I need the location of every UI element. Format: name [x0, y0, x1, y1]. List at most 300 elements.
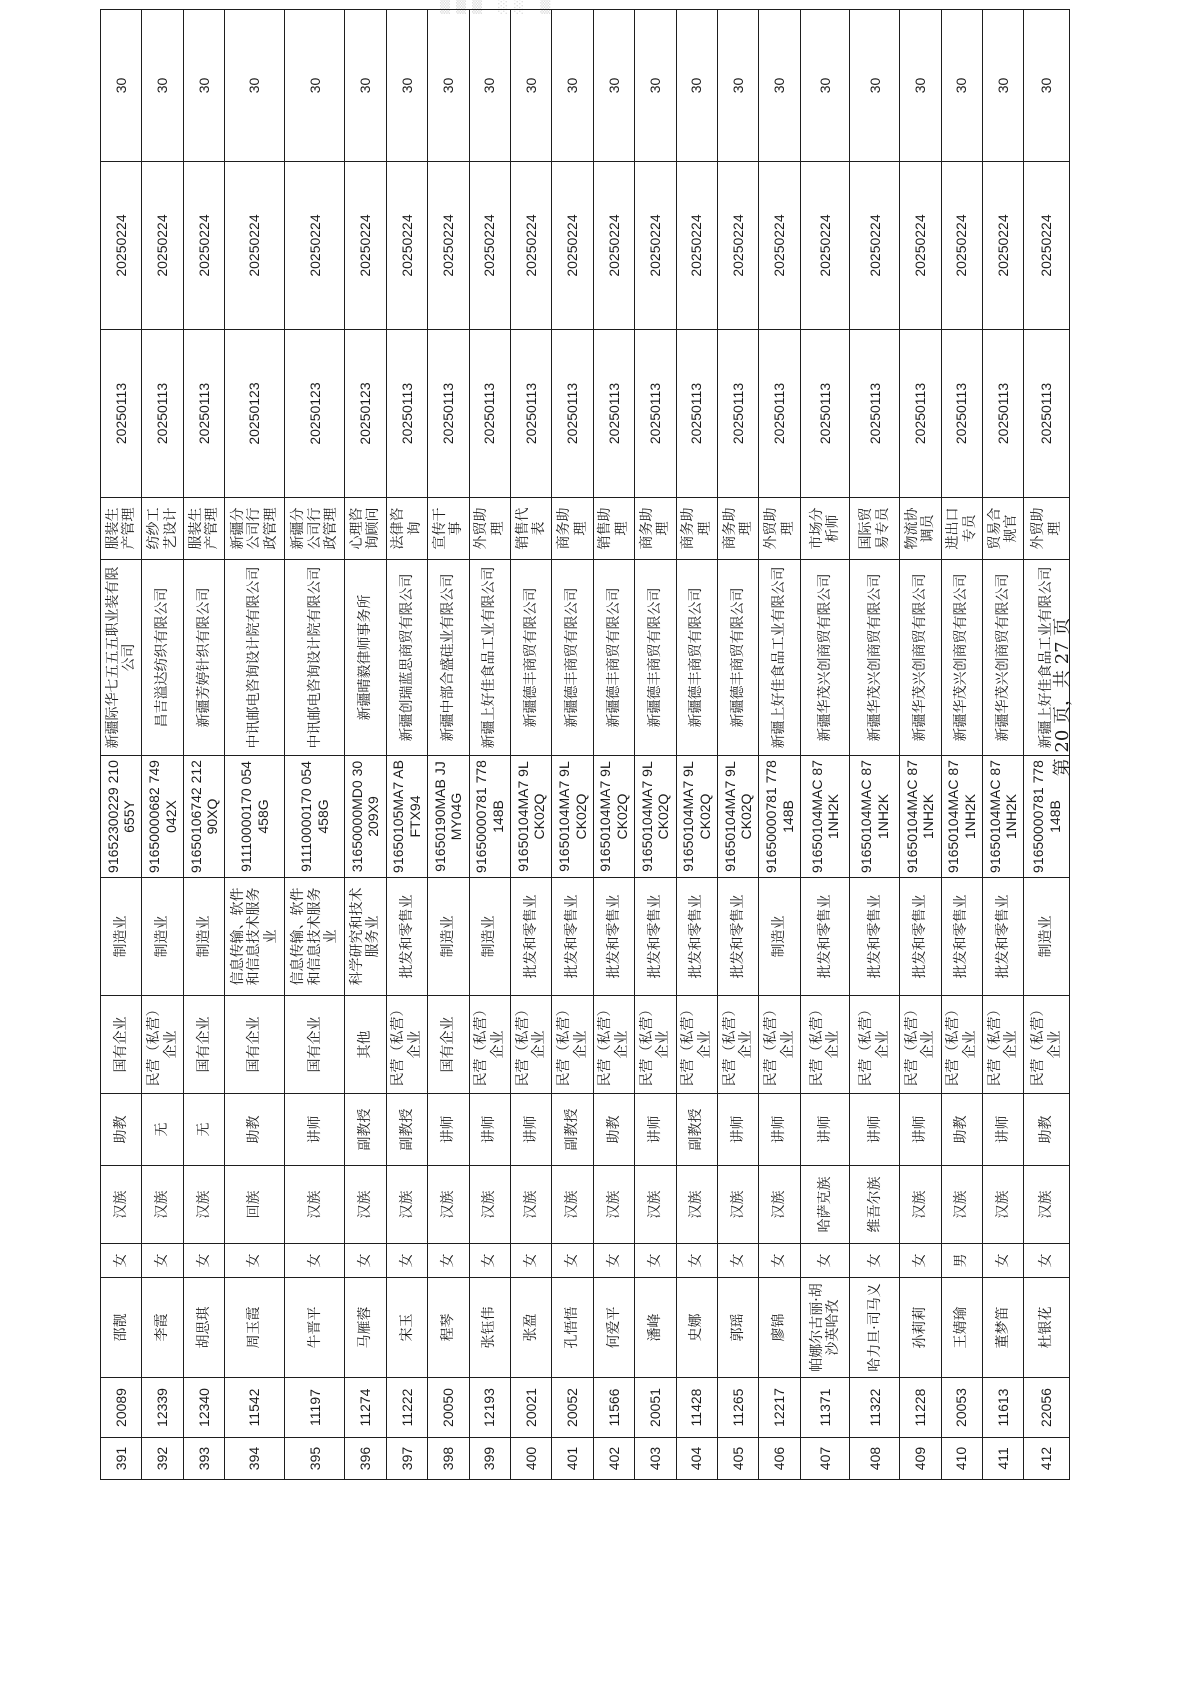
- gender-cell: 女: [469, 1244, 510, 1278]
- ethnicity-cell: 汉族: [593, 1166, 634, 1244]
- academic-title-cell: 讲师: [982, 1094, 1023, 1166]
- end-date-cell: 20250224: [593, 162, 634, 330]
- table-row: [941, 10, 982, 1480]
- row-number-cell: 399: [469, 1438, 510, 1480]
- gender-cell: 女: [101, 1244, 142, 1278]
- start-date-cell: 20250113: [552, 330, 593, 498]
- table-row: [593, 10, 634, 1480]
- ownership-type-cell: 国有企业: [225, 996, 285, 1094]
- industry-cell: 批发和零售业: [800, 878, 850, 996]
- start-date-cell: 20250113: [900, 330, 941, 498]
- ethnicity-cell: 回族: [225, 1166, 285, 1244]
- table-row: [800, 10, 850, 1480]
- ethnicity-cell: 汉族: [510, 1166, 551, 1244]
- company-name-cell: 新疆晴毅律师事务所: [345, 560, 386, 756]
- start-date-cell: 20250113: [635, 330, 676, 498]
- gender-cell: 女: [552, 1244, 593, 1278]
- academic-title-cell: 助教: [101, 1094, 142, 1166]
- industry-cell: 信息传输、软件和信息技术服务业: [285, 878, 345, 996]
- days-cell: 30: [593, 10, 634, 162]
- staff-id-cell: 11371: [800, 1378, 850, 1438]
- academic-title-cell: 讲师: [428, 1094, 469, 1166]
- days-cell: 30: [676, 10, 717, 162]
- ownership-type-cell: 民营（私营）企业: [982, 996, 1023, 1094]
- credit-code-cell: 91650104MAC 871NH2K: [941, 756, 982, 878]
- start-date-cell: 20250113: [510, 330, 551, 498]
- position-cell: 宣传干事: [428, 498, 469, 560]
- table-row: [900, 10, 941, 1480]
- industry-cell: 制造业: [469, 878, 510, 996]
- company-name-cell: 新疆华茂兴创商贸有限公司: [941, 560, 982, 756]
- ethnicity-cell: 汉族: [900, 1166, 941, 1244]
- person-name-cell: 张钰伟: [469, 1278, 510, 1378]
- credit-code-cell: 91650104MAC 871NH2K: [982, 756, 1023, 878]
- person-name-cell: 郭瑶: [717, 1278, 758, 1378]
- ethnicity-cell: 汉族: [717, 1166, 758, 1244]
- table-row: [142, 10, 183, 1480]
- start-date-cell: 20250113: [142, 330, 183, 498]
- start-date-cell: 20250123: [285, 330, 345, 498]
- table-row: [717, 10, 758, 1480]
- gender-cell: 男: [941, 1244, 982, 1278]
- start-date-cell: 20250113: [800, 330, 850, 498]
- academic-title-cell: 讲师: [800, 1094, 850, 1166]
- end-date-cell: 20250224: [635, 162, 676, 330]
- ethnicity-cell: 汉族: [345, 1166, 386, 1244]
- person-name-cell: 帕娜尔古丽·胡沙英哈孜: [800, 1278, 850, 1378]
- staff-id-cell: 11222: [386, 1378, 427, 1438]
- row-number-cell: 409: [900, 1438, 941, 1480]
- table-row: [635, 10, 676, 1480]
- gender-cell: 女: [510, 1244, 551, 1278]
- industry-cell: 批发和零售业: [850, 878, 900, 996]
- person-name-cell: 程琴: [428, 1278, 469, 1378]
- credit-code-cell: 91650104MAC 871NH2K: [800, 756, 850, 878]
- company-name-cell: 昌吉溢达纺织有限公司: [142, 560, 183, 756]
- start-date-cell: 20250113: [469, 330, 510, 498]
- ownership-type-cell: 民营（私营）企业: [800, 996, 850, 1094]
- industry-cell: 批发和零售业: [676, 878, 717, 996]
- ethnicity-cell: 汉族: [552, 1166, 593, 1244]
- credit-code-cell: 91110000170 054458G: [225, 756, 285, 878]
- row-number-cell: 397: [386, 1438, 427, 1480]
- industry-cell: 批发和零售业: [510, 878, 551, 996]
- credit-code-cell: 91650104MA7 9LCK02Q: [676, 756, 717, 878]
- row-number-cell: 407: [800, 1438, 850, 1480]
- ownership-type-cell: 其他: [345, 996, 386, 1094]
- industry-cell: 制造业: [428, 878, 469, 996]
- end-date-cell: 20250224: [285, 162, 345, 330]
- position-cell: 商务助理: [552, 498, 593, 560]
- ethnicity-cell: 汉族: [982, 1166, 1023, 1244]
- company-name-cell: 新疆德丰商贸有限公司: [510, 560, 551, 756]
- academic-title-cell: 无: [183, 1094, 224, 1166]
- company-name-cell: 新疆德丰商贸有限公司: [717, 560, 758, 756]
- company-name-cell: 新疆华茂兴创商贸有限公司: [900, 560, 941, 756]
- gender-cell: 女: [635, 1244, 676, 1278]
- rotated-table-wrapper: [100, 77, 1070, 1480]
- person-name-cell: 王婧瑜: [941, 1278, 982, 1378]
- start-date-cell: 20250123: [225, 330, 285, 498]
- ethnicity-cell: 汉族: [469, 1166, 510, 1244]
- start-date-cell: 20250113: [428, 330, 469, 498]
- staff-id-cell: 11274: [345, 1378, 386, 1438]
- academic-title-cell: 无: [142, 1094, 183, 1166]
- credit-code-cell: 91110000170 054458G: [285, 756, 345, 878]
- gender-cell: 女: [800, 1244, 850, 1278]
- table-row: [101, 10, 142, 1480]
- end-date-cell: 20250224: [428, 162, 469, 330]
- end-date-cell: 20250224: [510, 162, 551, 330]
- industry-cell: 批发和零售业: [552, 878, 593, 996]
- staff-id-cell: 11322: [850, 1378, 900, 1438]
- position-cell: 商务助理: [635, 498, 676, 560]
- row-number-cell: 412: [1024, 1438, 1070, 1480]
- person-name-cell: 胡思琪: [183, 1278, 224, 1378]
- end-date-cell: 20250224: [850, 162, 900, 330]
- staff-id-cell: 11542: [225, 1378, 285, 1438]
- end-date-cell: 20250224: [142, 162, 183, 330]
- academic-title-cell: 讲师: [850, 1094, 900, 1166]
- row-number-cell: 408: [850, 1438, 900, 1480]
- days-cell: 30: [635, 10, 676, 162]
- position-cell: 新疆分公司行政管理: [225, 498, 285, 560]
- company-name-cell: 新疆华茂兴创商贸有限公司: [982, 560, 1023, 756]
- academic-title-cell: 讲师: [717, 1094, 758, 1166]
- ethnicity-cell: 汉族: [941, 1166, 982, 1244]
- person-name-cell: 李霞: [142, 1278, 183, 1378]
- position-cell: 商务助理: [676, 498, 717, 560]
- days-cell: 30: [101, 10, 142, 162]
- academic-title-cell: 讲师: [469, 1094, 510, 1166]
- person-name-cell: 邵靓: [101, 1278, 142, 1378]
- gender-cell: 女: [717, 1244, 758, 1278]
- table-row: [183, 10, 224, 1480]
- company-name-cell: 新疆上好佳食品工业有限公司: [1024, 560, 1070, 756]
- ethnicity-cell: 汉族: [183, 1166, 224, 1244]
- industry-cell: 批发和零售业: [386, 878, 427, 996]
- end-date-cell: 20250224: [717, 162, 758, 330]
- table-row: [552, 10, 593, 1480]
- scan-bleed-mark: ▒▒▒ ░░ ▒: [440, 0, 557, 15]
- end-date-cell: 20250224: [101, 162, 142, 330]
- gender-cell: 女: [225, 1244, 285, 1278]
- person-name-cell: 潘峰: [635, 1278, 676, 1378]
- gender-cell: 女: [285, 1244, 345, 1278]
- row-number-cell: 400: [510, 1438, 551, 1480]
- company-name-cell: 新疆中部合盛硅业有限公司: [428, 560, 469, 756]
- end-date-cell: 20250224: [900, 162, 941, 330]
- company-name-cell: 新疆德丰商贸有限公司: [635, 560, 676, 756]
- person-name-cell: 董梦笛: [982, 1278, 1023, 1378]
- credit-code-cell: 91652300229 210655Y: [101, 756, 142, 878]
- staff-id-cell: 11197: [285, 1378, 345, 1438]
- start-date-cell: 20250113: [676, 330, 717, 498]
- days-cell: 30: [510, 10, 551, 162]
- credit-code-cell: 91650104MA7 9LCK02Q: [717, 756, 758, 878]
- row-number-cell: 396: [345, 1438, 386, 1480]
- days-cell: 30: [941, 10, 982, 162]
- table-row: [469, 10, 510, 1480]
- ethnicity-cell: 汉族: [285, 1166, 345, 1244]
- end-date-cell: 20250224: [225, 162, 285, 330]
- credit-code-cell: 91650104MA7 9LCK02Q: [593, 756, 634, 878]
- credit-code-cell: 91650000781 778148B: [469, 756, 510, 878]
- credit-code-cell: 91650104MAC 871NH2K: [850, 756, 900, 878]
- end-date-cell: 20250224: [1024, 162, 1070, 330]
- gender-cell: 女: [142, 1244, 183, 1278]
- ownership-type-cell: 国有企业: [101, 996, 142, 1094]
- table-row: [225, 10, 285, 1480]
- ownership-type-cell: 民营（私营）企业: [510, 996, 551, 1094]
- person-name-cell: 何爱平: [593, 1278, 634, 1378]
- staff-id-cell: 20021: [510, 1378, 551, 1438]
- company-name-cell: 中讯邮电咨询设计院有限公司: [225, 560, 285, 756]
- ethnicity-cell: 汉族: [101, 1166, 142, 1244]
- company-name-cell: 新疆德丰商贸有限公司: [552, 560, 593, 756]
- gender-cell: 女: [982, 1244, 1023, 1278]
- credit-code-cell: 91650104MA7 9LCK02Q: [635, 756, 676, 878]
- position-cell: 销售助理: [593, 498, 634, 560]
- company-name-cell: 新疆华茂兴创商贸有限公司: [850, 560, 900, 756]
- ownership-type-cell: 民营（私营）企业: [142, 996, 183, 1094]
- gender-cell: 女: [345, 1244, 386, 1278]
- person-name-cell: 杜银花: [1024, 1278, 1070, 1378]
- staff-id-cell: 11428: [676, 1378, 717, 1438]
- row-number-cell: 391: [101, 1438, 142, 1480]
- person-name-cell: 哈力旦·司马义: [850, 1278, 900, 1378]
- table-row: [285, 10, 345, 1480]
- position-cell: 法律咨询: [386, 498, 427, 560]
- company-name-cell: 新疆德丰商贸有限公司: [593, 560, 634, 756]
- end-date-cell: 20250224: [183, 162, 224, 330]
- ownership-type-cell: 民营（私营）企业: [717, 996, 758, 1094]
- industry-cell: 制造业: [183, 878, 224, 996]
- academic-title-cell: 讲师: [635, 1094, 676, 1166]
- days-cell: 30: [469, 10, 510, 162]
- position-cell: 销售代表: [510, 498, 551, 560]
- person-name-cell: 廖锦: [759, 1278, 800, 1378]
- position-cell: 进出口专员: [941, 498, 982, 560]
- academic-title-cell: 讲师: [900, 1094, 941, 1166]
- gender-cell: 女: [183, 1244, 224, 1278]
- row-number-cell: 404: [676, 1438, 717, 1480]
- gender-cell: 女: [850, 1244, 900, 1278]
- row-number-cell: 401: [552, 1438, 593, 1480]
- company-name-cell: 中讯邮电咨询设计院有限公司: [285, 560, 345, 756]
- gender-cell: 女: [428, 1244, 469, 1278]
- gender-cell: 女: [676, 1244, 717, 1278]
- row-number-cell: 406: [759, 1438, 800, 1480]
- start-date-cell: 20250113: [183, 330, 224, 498]
- days-cell: 30: [900, 10, 941, 162]
- person-name-cell: 宋玉: [386, 1278, 427, 1378]
- staff-id-cell: 11613: [982, 1378, 1023, 1438]
- staff-id-cell: 12193: [469, 1378, 510, 1438]
- company-name-cell: 新疆际华七五五五职业装有限公司: [101, 560, 142, 756]
- ownership-type-cell: 民营（私营）企业: [635, 996, 676, 1094]
- ownership-type-cell: 民营（私营）企业: [676, 996, 717, 1094]
- person-name-cell: 孙莉莉: [900, 1278, 941, 1378]
- company-name-cell: 新疆上好佳食品工业有限公司: [759, 560, 800, 756]
- academic-title-cell: 助教: [941, 1094, 982, 1166]
- position-cell: 外贸助理: [759, 498, 800, 560]
- start-date-cell: 20250113: [982, 330, 1023, 498]
- days-cell: 30: [552, 10, 593, 162]
- ethnicity-cell: 汉族: [428, 1166, 469, 1244]
- days-cell: 30: [142, 10, 183, 162]
- days-cell: 30: [285, 10, 345, 162]
- table-row: [510, 10, 551, 1480]
- position-cell: 新疆分公司行政管理: [285, 498, 345, 560]
- table-row: [982, 10, 1023, 1480]
- person-name-cell: 周玉霞: [225, 1278, 285, 1378]
- company-name-cell: 新疆华茂兴创商贸有限公司: [800, 560, 850, 756]
- end-date-cell: 20250224: [469, 162, 510, 330]
- ownership-type-cell: 国有企业: [285, 996, 345, 1094]
- staff-id-cell: 20053: [941, 1378, 982, 1438]
- staff-id-cell: 20050: [428, 1378, 469, 1438]
- days-cell: 30: [982, 10, 1023, 162]
- row-number-cell: 398: [428, 1438, 469, 1480]
- academic-title-cell: 副教授: [345, 1094, 386, 1166]
- position-cell: 服装生产管理: [183, 498, 224, 560]
- academic-title-cell: 助教: [1024, 1094, 1070, 1166]
- position-cell: 市场分析师: [800, 498, 850, 560]
- gender-cell: 女: [593, 1244, 634, 1278]
- ethnicity-cell: 维吾尔族: [850, 1166, 900, 1244]
- staff-id-cell: 11265: [717, 1378, 758, 1438]
- ownership-type-cell: 国有企业: [183, 996, 224, 1094]
- person-name-cell: 马雁蓉: [345, 1278, 386, 1378]
- ownership-type-cell: 民营（私营）企业: [593, 996, 634, 1094]
- academic-title-cell: 副教授: [552, 1094, 593, 1166]
- industry-cell: 批发和零售业: [593, 878, 634, 996]
- ownership-type-cell: 民营（私营）企业: [552, 996, 593, 1094]
- industry-cell: 批发和零售业: [635, 878, 676, 996]
- credit-code-cell: 31650000MD0 30209X9: [345, 756, 386, 878]
- table-row: [428, 10, 469, 1480]
- ethnicity-cell: 汉族: [1024, 1166, 1070, 1244]
- page-footer: 第 20 页，共 27 页: [1052, 617, 1073, 777]
- academic-title-cell: 讲师: [759, 1094, 800, 1166]
- company-name-cell: 新疆德丰商贸有限公司: [676, 560, 717, 756]
- table-row: [386, 10, 427, 1480]
- ownership-type-cell: 国有企业: [428, 996, 469, 1094]
- staff-id-cell: 12340: [183, 1378, 224, 1438]
- end-date-cell: 20250224: [800, 162, 850, 330]
- days-cell: 30: [386, 10, 427, 162]
- ownership-type-cell: 民营（私营）企业: [759, 996, 800, 1094]
- end-date-cell: 20250224: [982, 162, 1023, 330]
- industry-cell: 制造业: [759, 878, 800, 996]
- position-cell: 心理咨询顾问: [345, 498, 386, 560]
- ethnicity-cell: 汉族: [142, 1166, 183, 1244]
- person-name-cell: 孔悟悟: [552, 1278, 593, 1378]
- staff-id-cell: 11228: [900, 1378, 941, 1438]
- gender-cell: 女: [1024, 1244, 1070, 1278]
- start-date-cell: 20250113: [386, 330, 427, 498]
- company-name-cell: 新疆芳婷针织有限公司: [183, 560, 224, 756]
- row-number-cell: 410: [941, 1438, 982, 1480]
- staff-id-cell: 20052: [552, 1378, 593, 1438]
- industry-cell: 信息传输、软件和信息技术服务业: [225, 878, 285, 996]
- credit-code-cell: 91650190MAB JJMY04G: [428, 756, 469, 878]
- gender-cell: 女: [900, 1244, 941, 1278]
- credit-code-cell: 91650000682 749042X: [142, 756, 183, 878]
- position-cell: 国际贸易专员: [850, 498, 900, 560]
- position-cell: 商务助理: [717, 498, 758, 560]
- industry-cell: 制造业: [142, 878, 183, 996]
- days-cell: 30: [850, 10, 900, 162]
- row-number-cell: 393: [183, 1438, 224, 1480]
- start-date-cell: 20250113: [850, 330, 900, 498]
- end-date-cell: 20250224: [386, 162, 427, 330]
- industry-cell: 批发和零售业: [717, 878, 758, 996]
- table-row: [345, 10, 386, 1480]
- days-cell: 30: [225, 10, 285, 162]
- table-body: [101, 10, 1070, 1480]
- start-date-cell: 20250113: [717, 330, 758, 498]
- ownership-type-cell: 民营（私营）企业: [386, 996, 427, 1094]
- staff-id-cell: 12339: [142, 1378, 183, 1438]
- table-row: [676, 10, 717, 1480]
- position-cell: 外贸助理: [1024, 498, 1070, 560]
- ownership-type-cell: 民营（私营）企业: [850, 996, 900, 1094]
- credit-code-cell: 91650104MA7 9LCK02Q: [552, 756, 593, 878]
- days-cell: 30: [800, 10, 850, 162]
- position-cell: 服装生产管理: [101, 498, 142, 560]
- academic-title-cell: 讲师: [285, 1094, 345, 1166]
- end-date-cell: 20250224: [759, 162, 800, 330]
- row-number-cell: 411: [982, 1438, 1023, 1480]
- staff-id-cell: 20089: [101, 1378, 142, 1438]
- start-date-cell: 20250113: [941, 330, 982, 498]
- person-name-cell: 张盈: [510, 1278, 551, 1378]
- industry-cell: 批发和零售业: [982, 878, 1023, 996]
- ownership-type-cell: 民营（私营）企业: [941, 996, 982, 1094]
- gender-cell: 女: [759, 1244, 800, 1278]
- academic-title-cell: 讲师: [510, 1094, 551, 1166]
- ethnicity-cell: 哈萨克族: [800, 1166, 850, 1244]
- start-date-cell: 20250123: [345, 330, 386, 498]
- staff-id-cell: 11566: [593, 1378, 634, 1438]
- industry-cell: 制造业: [1024, 878, 1070, 996]
- days-cell: 30: [183, 10, 224, 162]
- row-number-cell: 392: [142, 1438, 183, 1480]
- days-cell: 30: [345, 10, 386, 162]
- staff-id-cell: 20051: [635, 1378, 676, 1438]
- ownership-type-cell: 民营（私营）企业: [469, 996, 510, 1094]
- academic-title-cell: 副教授: [386, 1094, 427, 1166]
- start-date-cell: 20250113: [593, 330, 634, 498]
- row-number-cell: 402: [593, 1438, 634, 1480]
- days-cell: 30: [717, 10, 758, 162]
- staff-id-cell: 12217: [759, 1378, 800, 1438]
- credit-code-cell: 91650000781 778148B: [759, 756, 800, 878]
- row-number-cell: 405: [717, 1438, 758, 1480]
- position-cell: 纺纱工艺设计: [142, 498, 183, 560]
- row-number-cell: 395: [285, 1438, 345, 1480]
- academic-title-cell: 副教授: [676, 1094, 717, 1166]
- row-number-cell: 394: [225, 1438, 285, 1480]
- credit-code-cell: 91650104MA7 9LCK02Q: [510, 756, 551, 878]
- person-name-cell: 牛晋平: [285, 1278, 345, 1378]
- person-name-cell: 史娜: [676, 1278, 717, 1378]
- start-date-cell: 20250113: [101, 330, 142, 498]
- ethnicity-cell: 汉族: [386, 1166, 427, 1244]
- end-date-cell: 20250224: [676, 162, 717, 330]
